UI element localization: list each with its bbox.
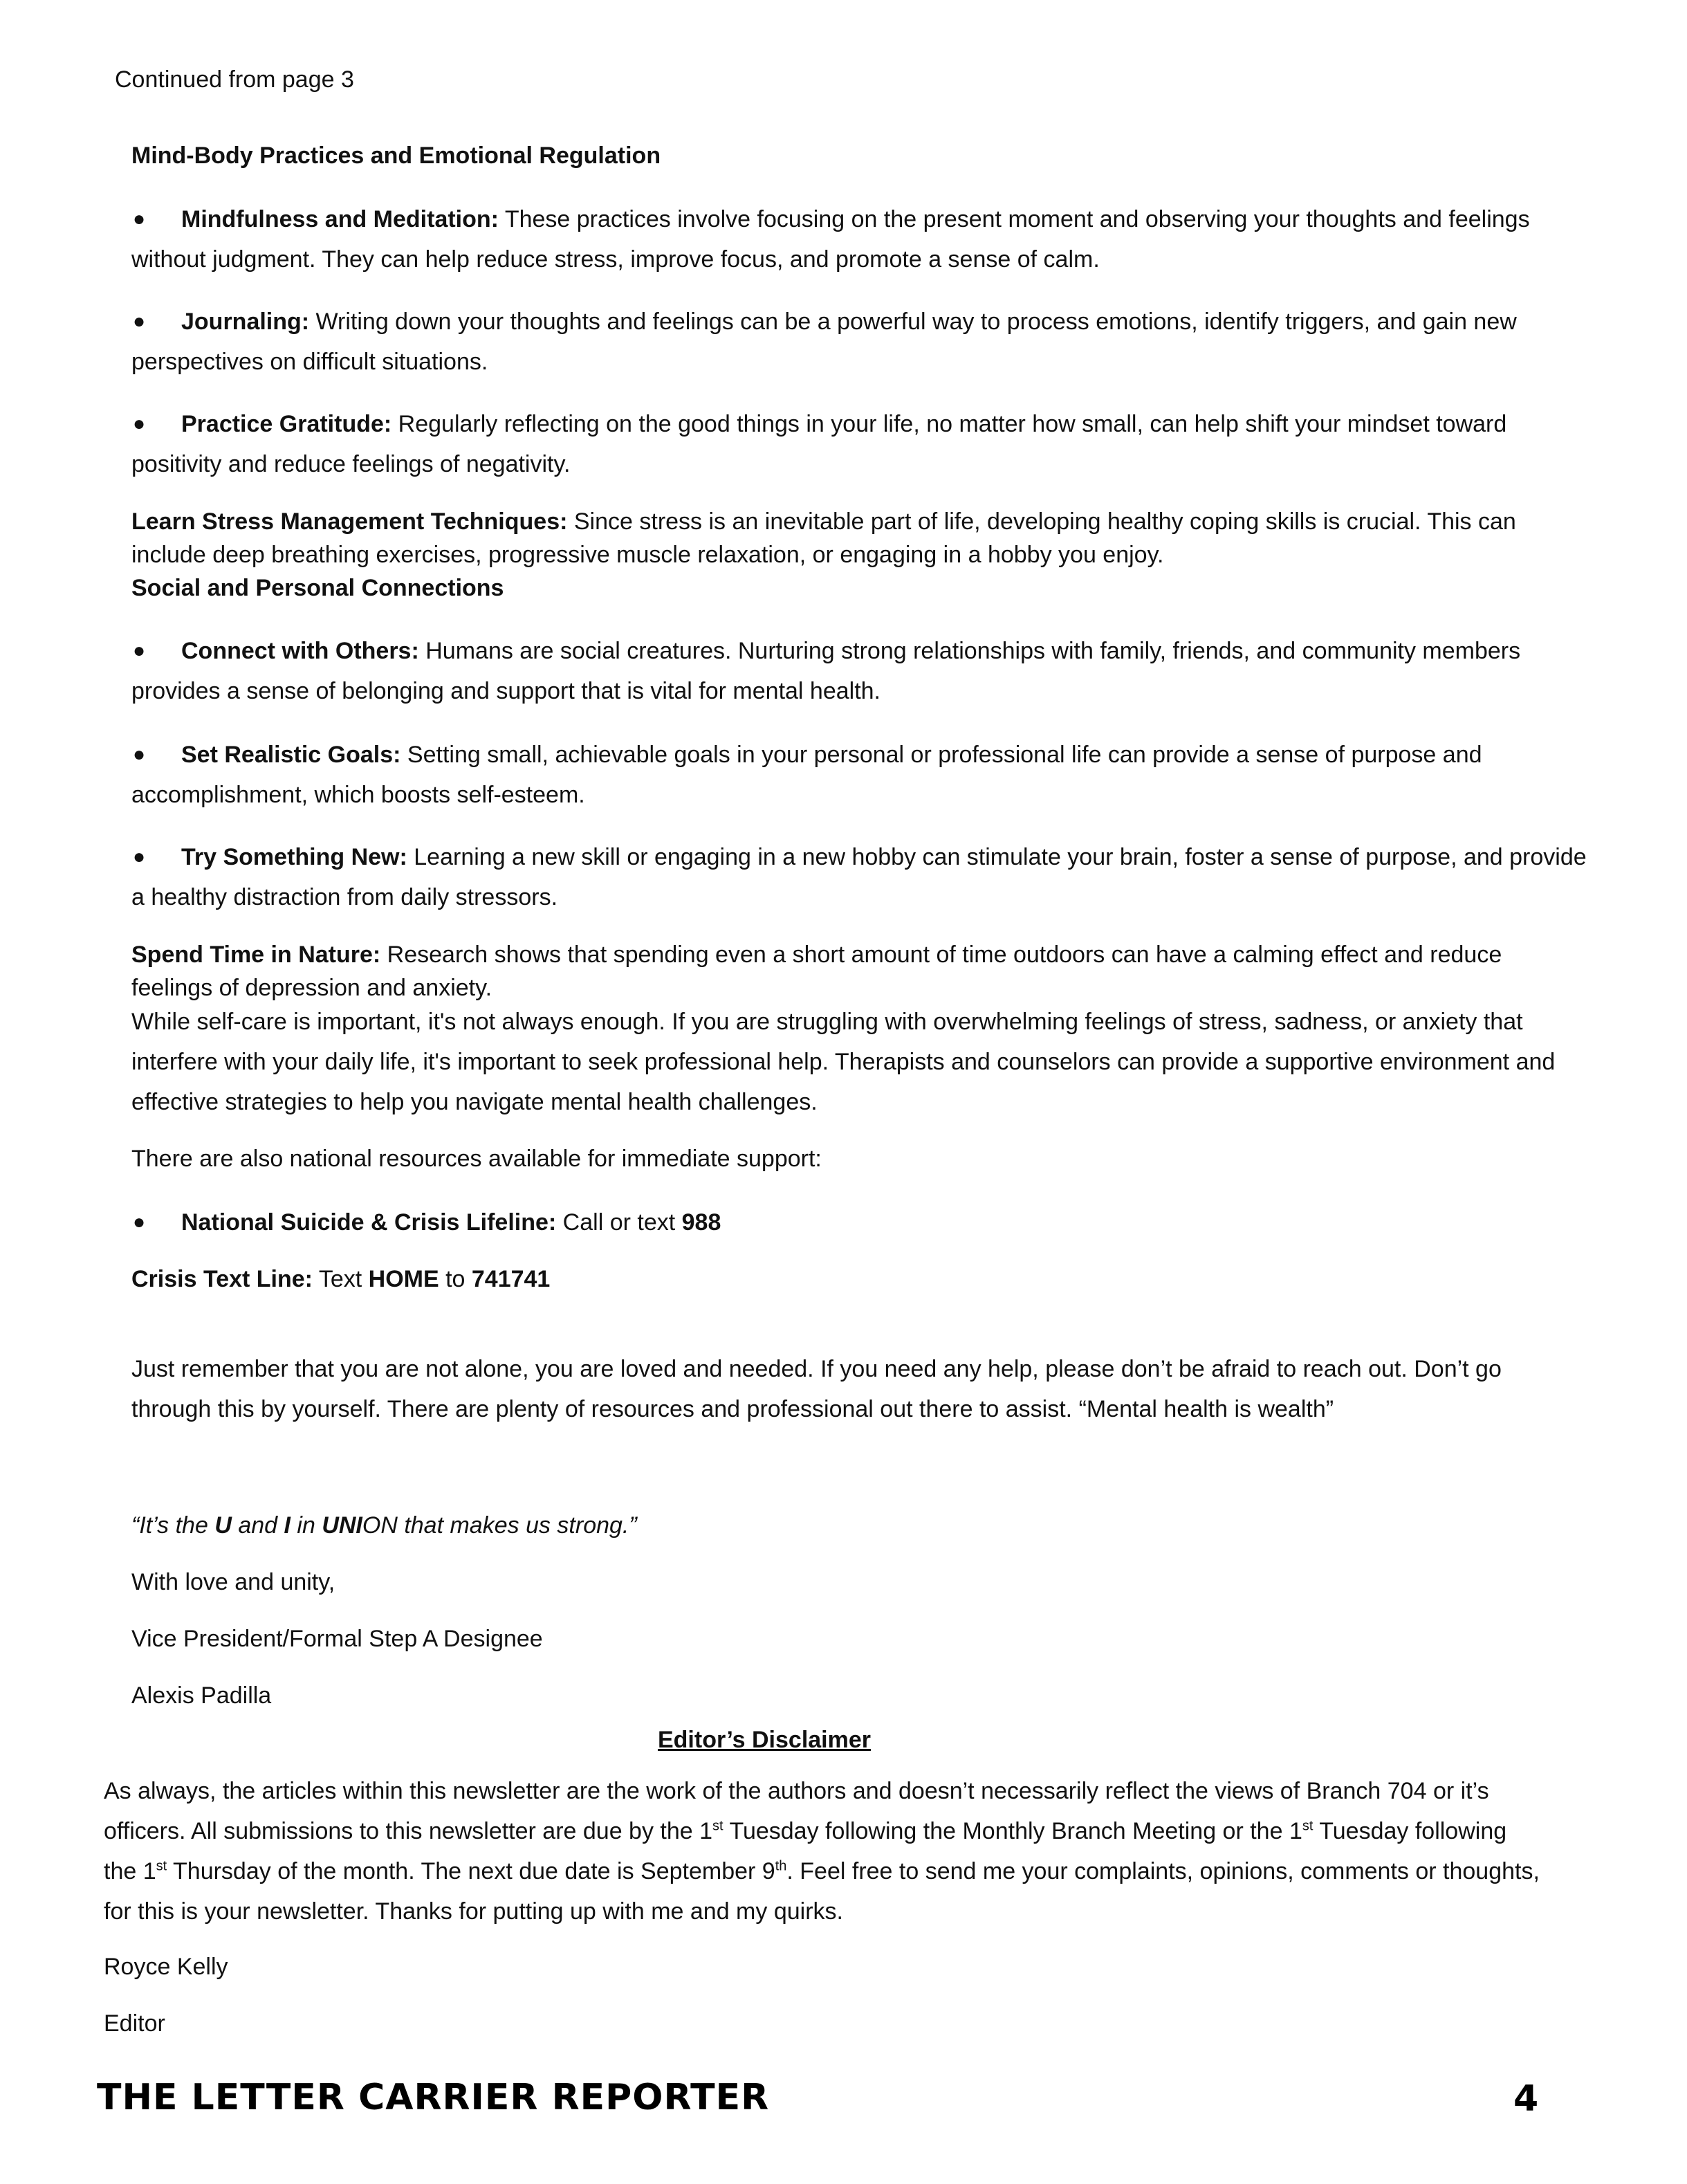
crisis-number: 741741 [471,1266,551,1292]
editor-name: Royce Kelly [104,1954,228,1980]
stress-text: Since stress is an inevitable part of life, developing healthy coping skills is crucial. This can include deep breathing exercises, progressive muscle relaxation, or engaging in a hobby you enjoy. [131,508,1516,568]
item-text: Humans are social creatures. Nurturing strong relationships with family, friends, and community members provides a sense of belonging and support that is vital for mental health. [131,638,1521,704]
item-label: Set Realistic Goals: [181,742,401,768]
ordinal-suffix: st [156,1858,167,1874]
remember-paragraph: Just remember that you are not alone, you are loved and needed. If you need any help, please don’t be afraid to reach out. Don’t go through this by yourself. There are plenty of resources and professional out there to assist. “Mental health is wealth” [131,1356,1502,1422]
disclaimer-text: As always, the articles within this newsletter are the work of the authors and doesn’t necessarily reflect the views of Branch 704 or it’s officers. All submissions to this newsletter are due by the 1 [104,1778,1489,1844]
list-item [131,302,1591,382]
crisis-home: HOME [368,1266,439,1292]
resources-intro: There are also national resources available for immediate support: [131,1146,822,1172]
stress-label: Learn Stress Management Techniques: [131,508,568,535]
disclaimer-text: Tuesday following the 1 [104,1818,1507,1884]
quote-part: and [231,1512,284,1539]
item-label: Try Something New: [181,844,407,870]
list-item [131,404,1591,484]
ordinal-suffix: st [1302,1818,1313,1834]
union-quote [131,1505,637,1545]
quote-u: U [214,1512,232,1539]
bullet-dot: ● [133,412,146,435]
list-item [131,631,1591,711]
item-label: Connect with Others: [181,638,419,664]
quote-part: in [290,1512,322,1539]
editor-role: Editor [104,2010,165,2037]
section-heading-social: Social and Personal Connections [131,575,504,601]
item-label: Mindfulness and Meditation: [181,206,499,232]
item-text: Regularly reflecting on the good things in your life, no matter how small, can help shift your mindset toward positivity and reduce feelings of negativity. [131,411,1507,477]
lifeline-item [131,1202,1591,1242]
continued-note: Continued from page 3 [115,66,354,93]
bullet-dot: ● [133,639,146,662]
item-label: Journaling: [181,309,310,335]
section-heading-mind-body: Mind-Body Practices and Emotional Regulation [131,143,661,169]
quote-part: ON that makes us strong.” [362,1512,637,1539]
item-text: These practices involve focusing on the present moment and observing your thoughts and feelings without judgment. They can help reduce stress, improve focus, and promote a sense of calm. [131,206,1530,273]
item-text: Writing down your thoughts and feelings can be a powerful way to process emotions, identify triggers, and gain new perspectives on difficult situations. [131,309,1517,375]
list-item [131,735,1591,815]
crisis-text-1: Text [313,1266,369,1292]
signoff-title: Vice President/Formal Step A Designee [131,1626,543,1652]
quote-i: I [284,1512,291,1539]
bullet-dot: ● [133,1211,146,1233]
item-text: Learning a new skill or engaging in a new hobby can stimulate your brain, foster a sense of purpose, and provide a healthy distraction from daily stressors. [131,844,1587,910]
bullet-dot: ● [133,310,146,333]
crisis-label: Crisis Text Line: [131,1266,313,1292]
bullet-dot: ● [133,743,146,766]
stress-paragraph [131,505,1584,571]
item-label: Practice Gratitude: [181,411,392,437]
disclaimer-text: Thursday of the month. The next due date is September 9 [167,1858,775,1884]
lifeline-label: National Suicide & Crisis Lifeline: [181,1209,557,1236]
list-item [131,837,1591,917]
quote-uni: UNI [322,1512,362,1539]
list-item [131,199,1591,279]
nature-label: Spend Time in Nature: [131,942,381,968]
disclaimer-text: . Feel free to send me your complaints, opinions, comments or thoughts, for this is your newsletter. Thanks for putting up with me and my quirks. [104,1858,1540,1925]
disclaimer-heading: Editor’s Disclaimer [657,1727,871,1753]
lifeline-number: 988 [681,1209,721,1236]
item-text: Setting small, achievable goals in your personal or professional life can provide a sense of purpose and accomplishment, which boosts self-esteem. [131,742,1482,808]
nature-text: Research shows that spending even a short amount of time outdoors can have a calming effect and reduce feelings of depression and anxiety. [131,942,1502,1001]
nature-paragraph [131,938,1584,1004]
quote-part: “It’s the [131,1512,215,1539]
newsletter-title: THE LETTER CARRIER REPORTER [97,2077,770,2118]
ordinal-suffix: st [712,1818,723,1834]
lifeline-text: Call or text [556,1209,682,1236]
disclaimer-text: Tuesday following the Monthly Branch Meeting or the 1 [723,1818,1302,1844]
disclaimer-paragraph [104,1771,1542,1931]
bullet-dot: ● [133,208,146,230]
signoff-name: Alexis Padilla [131,1682,272,1709]
crisis-text-2: to [439,1266,472,1292]
ordinal-suffix: th [775,1858,787,1874]
page-number: 4 [1513,2078,1540,2120]
bullet-dot: ● [133,845,146,868]
selfcare-paragraph: While self-care is important, it's not always enough. If you are struggling with overwhelming feelings of stress, sadness, or anxiety that interfere with your daily life, it's important to seek professional help. Therapists and counselors can provide a supportive environment and effective strategies to help you navigate mental health challenges. [131,1009,1556,1115]
signoff-closing: With love and unity, [131,1569,335,1595]
crisis-text-line [131,1259,550,1299]
